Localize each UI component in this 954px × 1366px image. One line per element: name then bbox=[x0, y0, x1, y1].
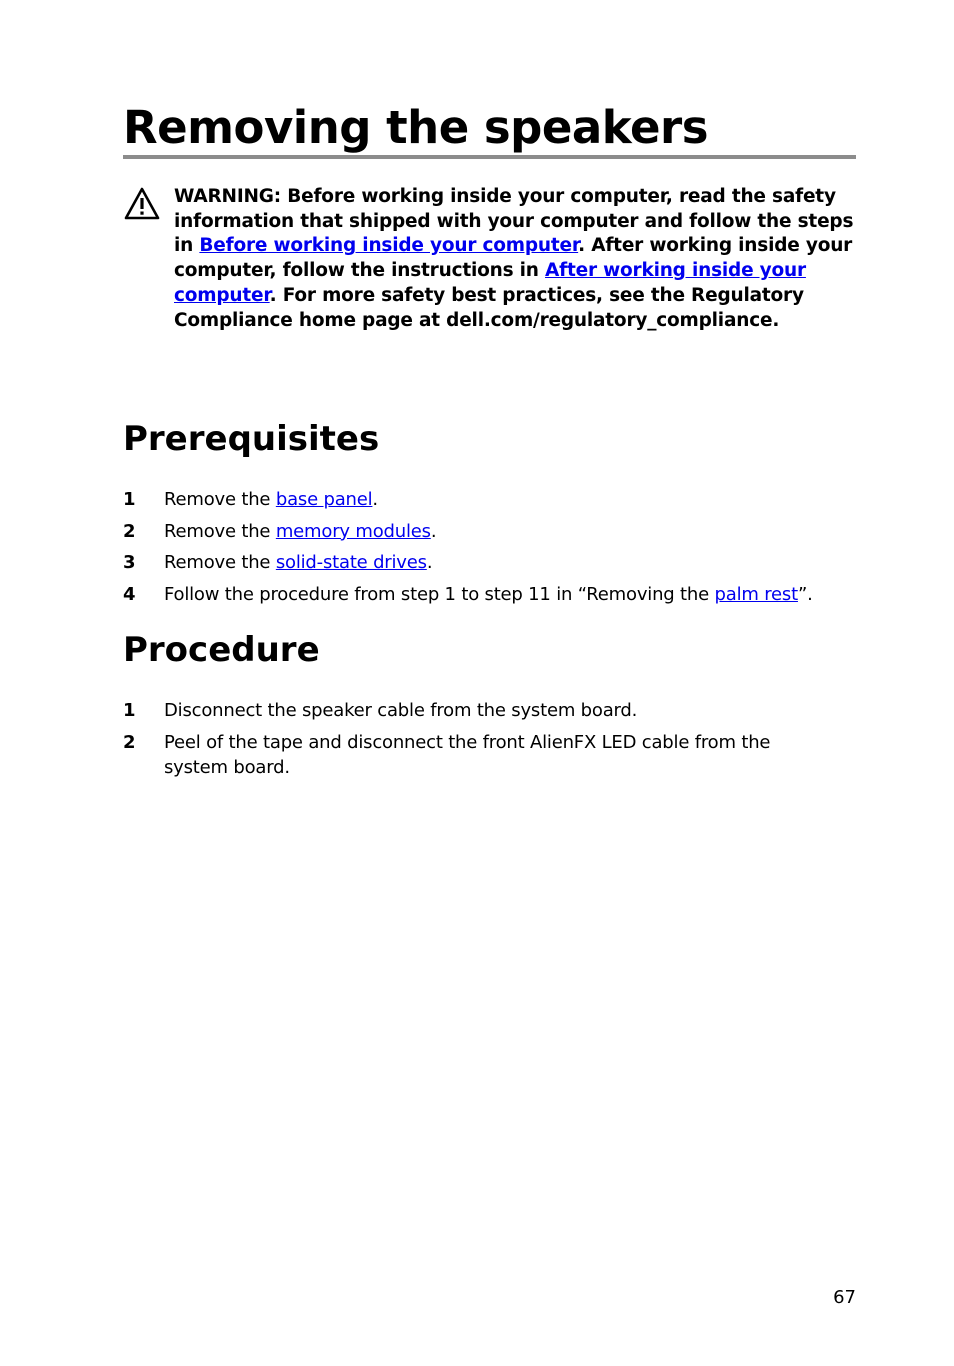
before-working-link[interactable]: Before working inside your computer bbox=[199, 235, 579, 257]
step-text: Remove the bbox=[164, 489, 276, 510]
title-rule bbox=[123, 155, 856, 159]
step-text-end: . bbox=[426, 552, 433, 573]
step-number: 2 bbox=[123, 731, 136, 753]
step-text-end: ”. bbox=[797, 583, 813, 605]
warning-suffix: . For more safety best practices, see the Regulatory Compliance home page at dell.com/regulatory_compliance. bbox=[174, 284, 804, 331]
step-text: Disconnect the speaker cable from the system board. bbox=[164, 700, 638, 721]
procedure-step bbox=[123, 730, 823, 780]
palm-rest-link[interactable]: palm rest bbox=[714, 583, 798, 605]
step-text: Remove the bbox=[164, 520, 276, 542]
solid-state-drives-link[interactable]: solid-state drives bbox=[275, 552, 427, 573]
warning-prefix: WARNING: Before working inside your computer, read the safety information that shipped with your computer and follow the steps in bbox=[174, 186, 854, 257]
procedure-list bbox=[123, 698, 823, 786]
procedure-step bbox=[123, 698, 823, 723]
prerequisites-list bbox=[123, 487, 823, 613]
prerequisites-heading: Prerequisites bbox=[123, 419, 380, 459]
after-working-link[interactable]: After working inside your computer bbox=[174, 260, 806, 306]
prerequisite-step bbox=[123, 550, 823, 575]
step-number: 4 bbox=[123, 583, 136, 605]
warning-middle: . After working inside your computer, follow the instructions in bbox=[174, 235, 853, 282]
step-text-end: . bbox=[430, 520, 437, 542]
page-title: Removing the speakers bbox=[123, 101, 708, 154]
prerequisite-step bbox=[123, 519, 823, 544]
step-text: Remove the bbox=[164, 552, 276, 573]
page-number: 67 bbox=[833, 1287, 856, 1308]
warning-text bbox=[174, 185, 854, 333]
step-text: Follow the procedure from step 1 to step 11 in “Removing the bbox=[164, 583, 715, 605]
prerequisite-step bbox=[123, 487, 823, 512]
step-number: 1 bbox=[123, 489, 136, 510]
prerequisite-step bbox=[123, 582, 823, 607]
warning-triangle-icon bbox=[123, 186, 161, 222]
step-text-end: . bbox=[372, 489, 378, 510]
step-number: 1 bbox=[123, 700, 136, 721]
step-number: 2 bbox=[123, 520, 136, 542]
procedure-heading: Procedure bbox=[123, 630, 320, 670]
base-panel-link[interactable]: base panel bbox=[275, 489, 373, 510]
step-number: 3 bbox=[123, 552, 136, 573]
step-text: Peel of the tape and disconnect the front AlienFX LED cable from the system board. bbox=[164, 731, 771, 778]
memory-modules-link[interactable]: memory modules bbox=[275, 520, 431, 542]
